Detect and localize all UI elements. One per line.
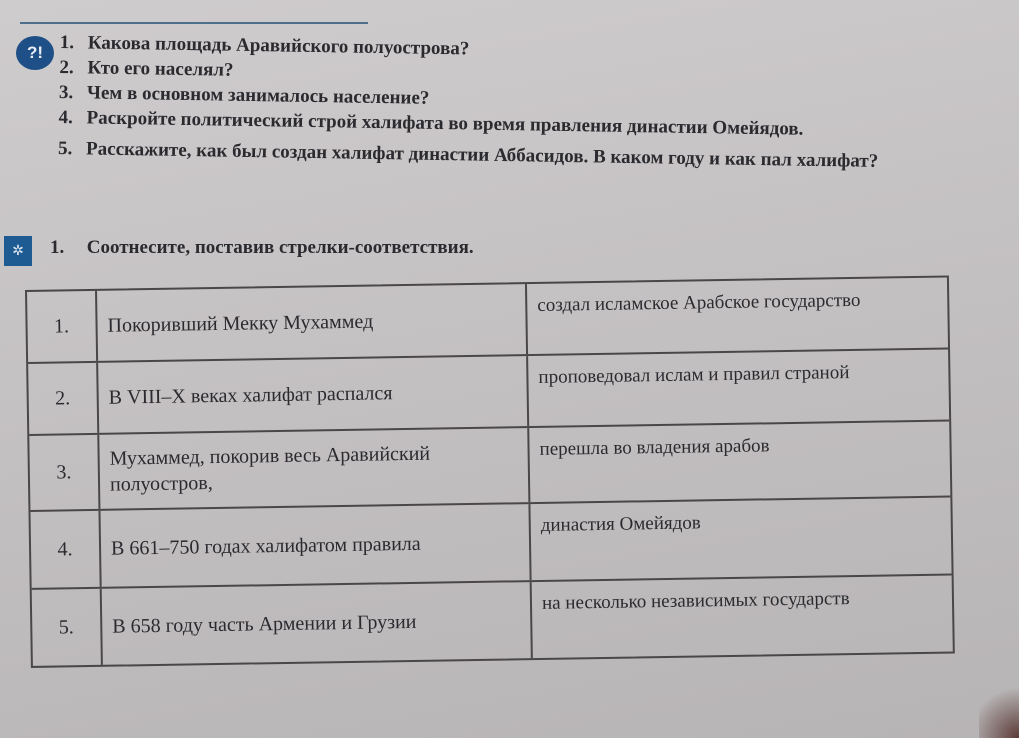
row-number: 1. bbox=[27, 291, 98, 362]
row-number: 3. bbox=[29, 435, 100, 510]
task-text: Соотнесите, поставив стрелки-соответствия. bbox=[86, 237, 474, 258]
corner-shadow bbox=[979, 678, 1019, 738]
question-number: 5. bbox=[57, 137, 73, 160]
question-number: 3. bbox=[58, 81, 74, 104]
question-text: Кто его населял? bbox=[87, 57, 234, 81]
left-cell: Покоривший Мекку Мухаммед bbox=[97, 284, 528, 361]
table-row bbox=[28, 348, 949, 434]
left-cell: Мухаммед, покорив весь Аравийский полуостров, bbox=[99, 428, 530, 509]
left-cell: В 658 году часть Армении и Грузии bbox=[102, 582, 533, 665]
question-number: 2. bbox=[59, 56, 74, 79]
row-number: 5. bbox=[32, 589, 103, 666]
right-cell: проповедовал ислам и правил страной bbox=[538, 362, 850, 388]
task-number: 1. bbox=[50, 237, 65, 258]
questions-list bbox=[58, 30, 930, 175]
question-text: Раскройте политический строй халифата во время правления династии Омейядов. bbox=[86, 107, 804, 140]
matching-table bbox=[25, 275, 955, 667]
right-cell: династия Омейядов bbox=[540, 512, 701, 536]
question-item bbox=[58, 136, 928, 175]
task-star-icon: ✲ bbox=[4, 236, 32, 266]
left-cell: В 661–750 годах халифатом правила bbox=[100, 504, 531, 587]
row-number: 4. bbox=[30, 511, 101, 588]
right-cell: на несколько независимых государств bbox=[541, 588, 850, 614]
question-text: Чем в основном занималось население? bbox=[86, 82, 430, 109]
task-heading bbox=[50, 237, 474, 259]
question-text: Какова площадь Аравийского полуострова? bbox=[87, 32, 470, 60]
left-cell: В VIII–X веках халифат распался bbox=[98, 356, 529, 433]
right-cell: перешла во владения арабов bbox=[539, 435, 770, 460]
table-row bbox=[27, 278, 948, 362]
right-cell: создал исламское Арабское государство bbox=[537, 289, 861, 316]
question-number: 1. bbox=[59, 31, 75, 54]
table-row bbox=[32, 573, 953, 665]
questions-badge-icon: ?! bbox=[16, 36, 54, 70]
row-number: 2. bbox=[28, 363, 99, 434]
table-row bbox=[29, 420, 950, 510]
question-number: 4. bbox=[58, 106, 74, 129]
top-divider bbox=[20, 22, 368, 24]
question-text: Расскажите, как был создан халифат династии Аббасидов. В каком году и как пал халифат? bbox=[85, 138, 879, 172]
table-row bbox=[30, 495, 951, 587]
